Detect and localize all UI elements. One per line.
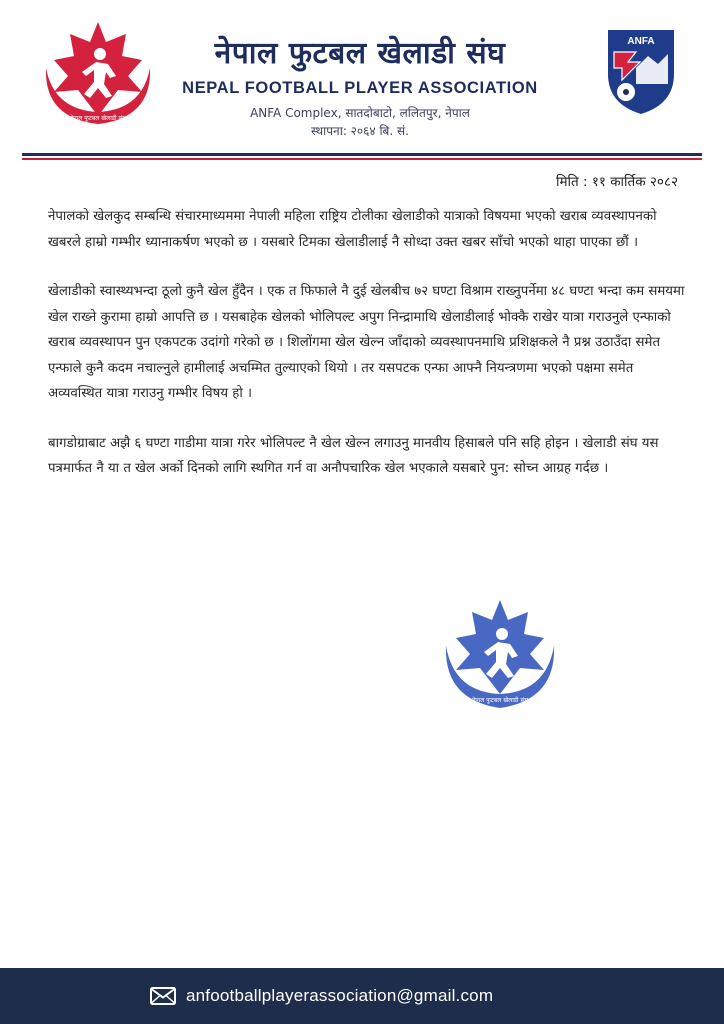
footer-contact [150,984,493,1008]
paragraph-1: नेपालको खेलकुद सम्बन्धि संचारमाध्यममा नेपाली महिला राष्ट्रिय टोलीका खेलाडीको यात्राको विषयमा भएको खराब व्यवस्थापनको खबरले हाम्रो गम्भीर ध्यानाकर्षण भएको छ । यसबारे टिमका खेलाडीलाई नै सोध्दा उक्त खबर साँचो भएको थाहा पाएका छौं । [48,209,657,250]
official-stamp [440,596,560,716]
header-rule-navy [22,153,702,156]
footer-bar [0,968,724,1024]
association-logo [38,20,158,130]
org-name-nepali: नेपाल फुटबल खेलाडी संघ [214,36,506,71]
paragraph-2: खेलाडीको स्वास्थ्यभन्दा ठूलो कुनै खेल हुँदैन । एक त फिफाले नै दुई खेलबीच ७२ घण्टा विश्राम राख्नुपर्नेमा ४८ घण्टा भन्दा कम समयमा खेल राख्ने कुरामा हाम्रो आपत्ति छ । यसबाहेक खेलको भोलिपल्ट अपुग निन्द्रामाथि खेलाडीलाई भोक्कै राखेर यात्रा गराउनुले एन्फाको खराब व्यवस्थापन पुन एकपटक उदांगो गरेको छ । शिलोंगमा खेल खेल्न जाँदाको व्यवस्थापनमाथि प्रशिक्षकले नै प्रश्न उठाउँदा समेत एन्फाले कुनै कदम नचाल्नुले हामीलाई अचम्मित तुल्याएको थियो । तर यसपटक एन्फा आफ्नै नियन्त्रणमा भएको पक्षमा समेत अव्यवस्थित यात्रा गराउनु गम्भीर विषय हो । [48,284,685,401]
letter-date: मिति : ११ कार्तिक २०८२ [555,174,678,190]
letterhead [0,0,724,150]
established-date: स्थापना: २०६४ बि. सं. [311,124,409,138]
header-rule-red [22,158,702,160]
org-name-english: NEPAL FOOTBALL PLAYER ASSOCIATION [182,79,538,97]
paragraph-3: बागडोग्राबाट अझै ६ घण्टा गाडीमा यात्रा गरेर भोलिपल्ट नै खेल खेल्न लगाउनु मानवीय हिसाबले पनि सहि होइन । खेलाडी संघ यस पत्रमार्फत नै या त खेल अर्को दिनको लागि स्थगित गर्न वा अनौपचारिक खेल भएकाले यसबारे पुन: सोच्न आग्रह गर्दछ । [48,435,659,476]
stamp-text: नेपाल फुटबल खेलाडी संघ [471,697,529,704]
anfa-logo-text: ANFA [627,36,655,47]
letter-body [48,204,686,506]
envelope-icon [150,987,176,1005]
contact-email-link[interactable]: anfootballplayerassociation@gmail.com [186,986,494,1005]
org-address: ANFA Complex, सातदोबाटो, ललितपुर, नेपाल [250,106,470,120]
anfa-logo [606,28,676,116]
logo-left-text: नेपाल फुटबल खेलाडी संघ [69,115,127,122]
